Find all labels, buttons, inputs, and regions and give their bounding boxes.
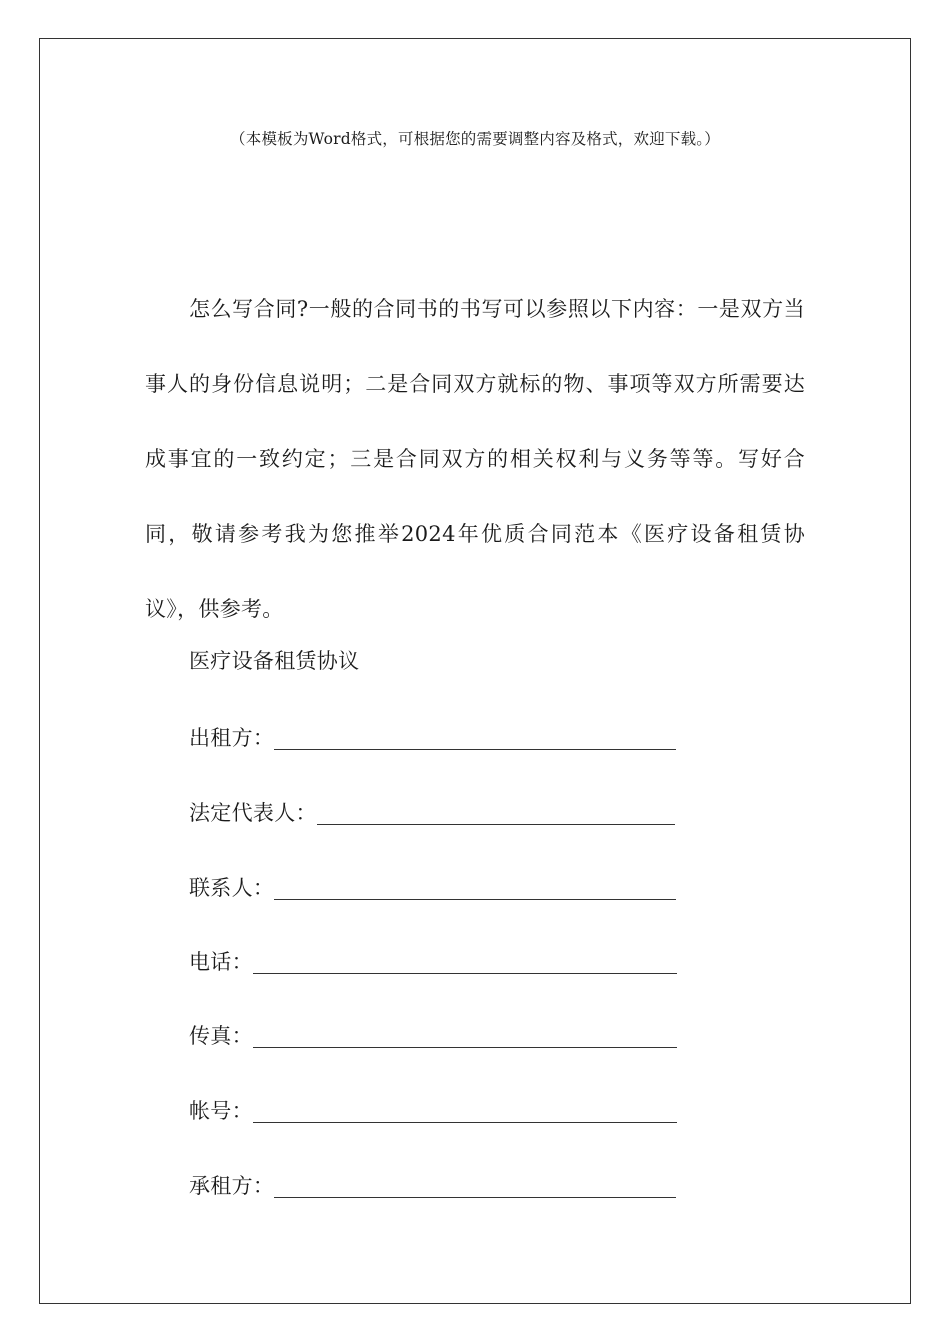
field-fax bbox=[189, 1020, 677, 1050]
field-lessor bbox=[189, 722, 676, 752]
blank-line-account bbox=[253, 1100, 677, 1123]
field-label-fax: 传真： bbox=[189, 1024, 253, 1048]
field-label-contact: 联系人： bbox=[189, 876, 275, 900]
intro-paragraph: 怎么写合同?一般的合同书的书写可以参照以下内容：一是双方当事人的身份信息说明；二是合同双方就标的物、事项等双方所需要达成事宜的一致约定；三是合同双方的相关权利与义务等等。写好合同，敬请参考我为您推举2024年优质合同范本《医疗设备租赁协议》，供参考。 bbox=[145, 297, 805, 621]
blank-line-phone bbox=[253, 951, 677, 974]
field-label-account: 帐号： bbox=[189, 1099, 253, 1123]
document-title: 医疗设备租赁协议 bbox=[189, 649, 360, 673]
blank-line-legal-rep bbox=[317, 802, 675, 825]
field-contact bbox=[189, 872, 676, 902]
blank-line-lessor bbox=[274, 727, 676, 750]
field-phone bbox=[189, 946, 677, 976]
field-label-lessor: 出租方： bbox=[189, 726, 275, 750]
field-label-phone: 电话： bbox=[189, 950, 253, 974]
field-label-legal-rep: 法定代表人： bbox=[189, 801, 317, 825]
field-label-lessee: 承租方： bbox=[189, 1174, 275, 1198]
blank-line-lessee bbox=[274, 1175, 676, 1198]
field-legal-rep bbox=[189, 797, 675, 827]
field-account bbox=[189, 1095, 677, 1125]
blank-line-contact bbox=[274, 877, 676, 900]
template-note: （本模板为Word格式，可根据您的需要调整内容及格式，欢迎下载。） bbox=[230, 130, 720, 148]
field-lessee bbox=[189, 1170, 676, 1200]
blank-line-fax bbox=[253, 1025, 677, 1048]
